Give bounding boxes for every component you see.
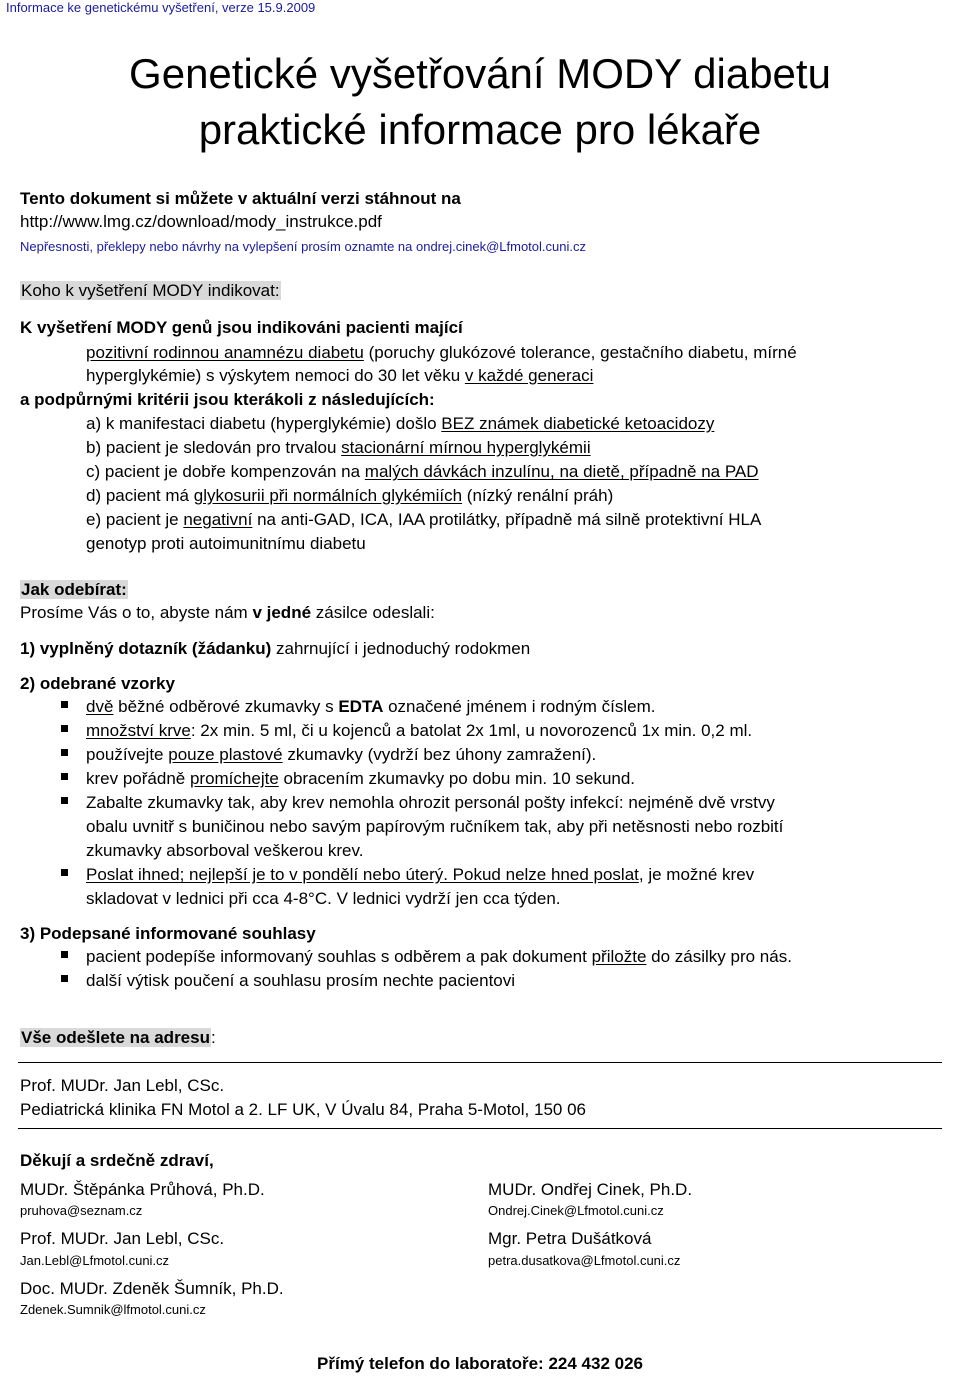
bullet-icon bbox=[61, 869, 68, 876]
criterion-b-emphasis: stacionární mírnou hyperglykémii bbox=[341, 438, 591, 457]
criterion-a bbox=[86, 412, 714, 435]
step-1 bbox=[20, 637, 530, 660]
consent-text: pacient podepíše informovaný souhlas s odběrem a pak dokument bbox=[86, 947, 592, 966]
criterion-e-text: e) pacient je bbox=[86, 510, 184, 529]
criteria-heading: a podpůrnými kritérii jsou kterákoli z následujících: bbox=[20, 390, 435, 409]
every-generation-text: v každé generaci bbox=[464, 366, 594, 385]
address-divider-top bbox=[18, 1062, 942, 1063]
criterion-d-emphasis: glykosurii při normálních glykémiích bbox=[193, 486, 463, 505]
bullet-icon bbox=[61, 725, 68, 732]
send-text: , je možné krev bbox=[638, 865, 755, 884]
plastic-detail: zkumavky (vydrží bez úhony zamražení). bbox=[282, 745, 597, 764]
download-intro: Tento dokument si můžete v aktuální verzi stáhnout na bbox=[20, 189, 461, 208]
blood-volume-label: množství krve bbox=[86, 721, 191, 740]
howto-intro bbox=[20, 601, 435, 624]
bullet-icon bbox=[61, 749, 68, 756]
criterion-a-text: a) k manifestaci diabetu (hyperglykémie) došlo bbox=[86, 414, 442, 433]
plastic-text: používejte bbox=[86, 745, 169, 764]
criterion-c bbox=[86, 460, 759, 483]
indication-line2 bbox=[86, 364, 593, 387]
address-line1: Prof. MUDr. Jan Lebl, CSc. bbox=[20, 1076, 225, 1095]
address-divider-bottom bbox=[18, 1128, 942, 1129]
bullet-icon bbox=[61, 701, 68, 708]
criterion-c-text: c) pacient je dobře kompenzován na bbox=[86, 462, 365, 481]
howto-heading bbox=[20, 578, 128, 601]
criterion-b bbox=[86, 436, 591, 459]
criterion-c-emphasis: malých dávkách inzulínu, na dietě, případně na PAD bbox=[364, 462, 759, 481]
criterion-d-note: (nízký renální práh) bbox=[462, 486, 614, 505]
criterion-b-text: b) pacient je sledován pro trvalou bbox=[86, 438, 342, 457]
sample-bullet-volume bbox=[86, 719, 752, 742]
sample-bullet-pack-l1: Zabalte zkumavky tak, aby krev nemohla ohrozit personál pošty infekcí: nejméně dvě vrstvy bbox=[86, 793, 775, 812]
feedback-note: Nepřesnosti, překlepy nebo návrhy na vylepšení prosím oznamte na ondrej.cinek@Lfmotol.cuni.cz bbox=[20, 239, 586, 254]
signer-email[interactable]: Jan.Lebl@Lfmotol.cuni.cz bbox=[20, 1253, 170, 1268]
step-2-title: 2) odebrané vzorky bbox=[20, 674, 175, 693]
indication-heading-text: Koho k vyšetření MODY indikovat: bbox=[21, 281, 280, 300]
send-emphasis: Poslat ihned; nejlepší je to v pondělí nebo úterý. Pokud nelze hned poslat bbox=[86, 865, 639, 884]
mix-text: krev pořádně bbox=[86, 769, 190, 788]
signer-email[interactable]: petra.dusatkova@Lfmotol.cuni.cz bbox=[488, 1253, 681, 1268]
indication-heading bbox=[20, 279, 281, 302]
indication-line1 bbox=[86, 341, 797, 364]
mix-emphasis: promíchejte bbox=[189, 769, 279, 788]
bullet-icon bbox=[61, 797, 68, 804]
signer-name: MUDr. Ondřej Cinek, Ph.D. bbox=[488, 1180, 693, 1199]
edta-text: EDTA bbox=[338, 697, 384, 716]
download-url-link[interactable]: http://www.lmg.cz/download/mody_instrukce.pdf bbox=[20, 212, 382, 231]
page-title-line1: Genetické vyšetřování MODY diabetu bbox=[129, 50, 831, 97]
sample-bullet-tubes bbox=[86, 695, 655, 718]
thanks-heading: Děkují a srdečně zdraví, bbox=[20, 1151, 214, 1170]
howto-intro-text: Prosíme Vás o to, abyste nám bbox=[20, 603, 253, 622]
plastic-emphasis: pouze plastové bbox=[168, 745, 283, 764]
criterion-a-emphasis: BEZ známek diabetické ketoacidozy bbox=[441, 414, 715, 433]
address-heading-text: Vše odešlete na adresu bbox=[21, 1028, 210, 1047]
step-1-detail: zahrnující i jednoduchý rodokmen bbox=[271, 639, 531, 658]
consent-emphasis: přiložte bbox=[591, 947, 647, 966]
family-history-detail: (poruchy glukózové tolerance, gestačního diabetu, mírné bbox=[363, 343, 797, 362]
criterion-d bbox=[86, 484, 613, 507]
criterion-e-line2: genotyp proti autoimunitnímu diabetu bbox=[86, 534, 366, 553]
blood-volume-text: : 2x min. 5 ml, či u kojenců a batolat 2x 1ml, u novorozenců 1x min. 0,2 ml. bbox=[190, 721, 753, 740]
tubes-count: dvě bbox=[86, 697, 114, 716]
sample-bullet-send-l2: skladovat v lednici při cca 4-8°C. V lednici vydrží jen cca týden. bbox=[86, 889, 561, 908]
address-line2: Pediatrická klinika FN Motol a 2. LF UK, V Úvalu 84, Praha 5-Motol, 150 06 bbox=[20, 1100, 586, 1119]
address-heading bbox=[20, 1026, 216, 1049]
howto-heading-text: Jak odebírat: bbox=[21, 580, 127, 599]
consent-end: do zásilky pro nás. bbox=[646, 947, 792, 966]
signer-name: Mgr. Petra Dušátková bbox=[488, 1229, 652, 1248]
criterion-e bbox=[86, 508, 761, 531]
bullet-icon bbox=[61, 975, 68, 982]
lab-phone-footer: Přímý telefon do laboratoře: 224 432 026 bbox=[317, 1354, 643, 1373]
howto-intro-emphasis: v jedné bbox=[252, 603, 312, 622]
address-heading-colon: : bbox=[210, 1028, 216, 1047]
howto-intro-end: zásilce odeslali: bbox=[311, 603, 435, 622]
criterion-d-text: d) pacient má bbox=[86, 486, 194, 505]
signer-name: Prof. MUDr. Jan Lebl, CSc. bbox=[20, 1229, 225, 1248]
criterion-e-emphasis: negativní bbox=[183, 510, 253, 529]
tubes-label-text: označené jménem i rodným číslem. bbox=[383, 697, 656, 716]
sample-bullet-mix bbox=[86, 767, 635, 790]
page-title-line2: praktické informace pro lékaře bbox=[198, 106, 762, 153]
sample-bullet-send bbox=[86, 863, 754, 886]
signer-email[interactable]: Zdenek.Sumnik@lfmotol.cuni.cz bbox=[20, 1302, 206, 1317]
criterion-e-detail: na anti-GAD, ICA, IAA protilátky, případně má silně protektivní HLA bbox=[252, 510, 762, 529]
signer-email[interactable]: pruhova@seznam.cz bbox=[20, 1203, 143, 1218]
signer-email[interactable]: Ondrej.Cinek@Lfmotol.cuni.cz bbox=[488, 1203, 664, 1218]
step-3-title: 3) Podepsané informované souhlasy bbox=[20, 924, 316, 943]
family-history-text: pozitivní rodinnou anamnézu diabetu bbox=[86, 343, 364, 362]
document-version-header: Informace ke genetickému vyšetření, verze 15.9.2009 bbox=[6, 0, 316, 15]
signer-name: MUDr. Štěpánka Průhová, Ph.D. bbox=[20, 1180, 265, 1199]
tubes-text: běžné odběrové zkumavky s bbox=[113, 697, 339, 716]
bullet-icon bbox=[61, 773, 68, 780]
signer-name: Doc. MUDr. Zdeněk Šumník, Ph.D. bbox=[20, 1279, 284, 1298]
indication-intro: K vyšetření MODY genů jsou indikováni pacienti mající bbox=[20, 318, 463, 337]
sample-bullet-plastic bbox=[86, 743, 596, 766]
sample-bullet-pack-l2: obalu uvnitř s buničinou nebo savým papírovým ručníkem tak, aby při netěsnosti nebo rozbití bbox=[86, 817, 784, 836]
bullet-icon bbox=[61, 951, 68, 958]
consent-bullet-copy: další výtisk poučení a souhlasu prosím nechte pacientovi bbox=[86, 971, 516, 990]
step-1-title: 1) vyplněný dotazník (žádanku) bbox=[20, 639, 272, 658]
consent-bullet-sign bbox=[86, 945, 792, 968]
mix-detail: obracením zkumavky po dobu min. 10 sekund. bbox=[278, 769, 636, 788]
onset-age-text: hyperglykémie) s výskytem nemoci do 30 let věku bbox=[86, 366, 465, 385]
sample-bullet-pack-l3: zkumavky absorboval veškerou krev. bbox=[86, 841, 364, 860]
